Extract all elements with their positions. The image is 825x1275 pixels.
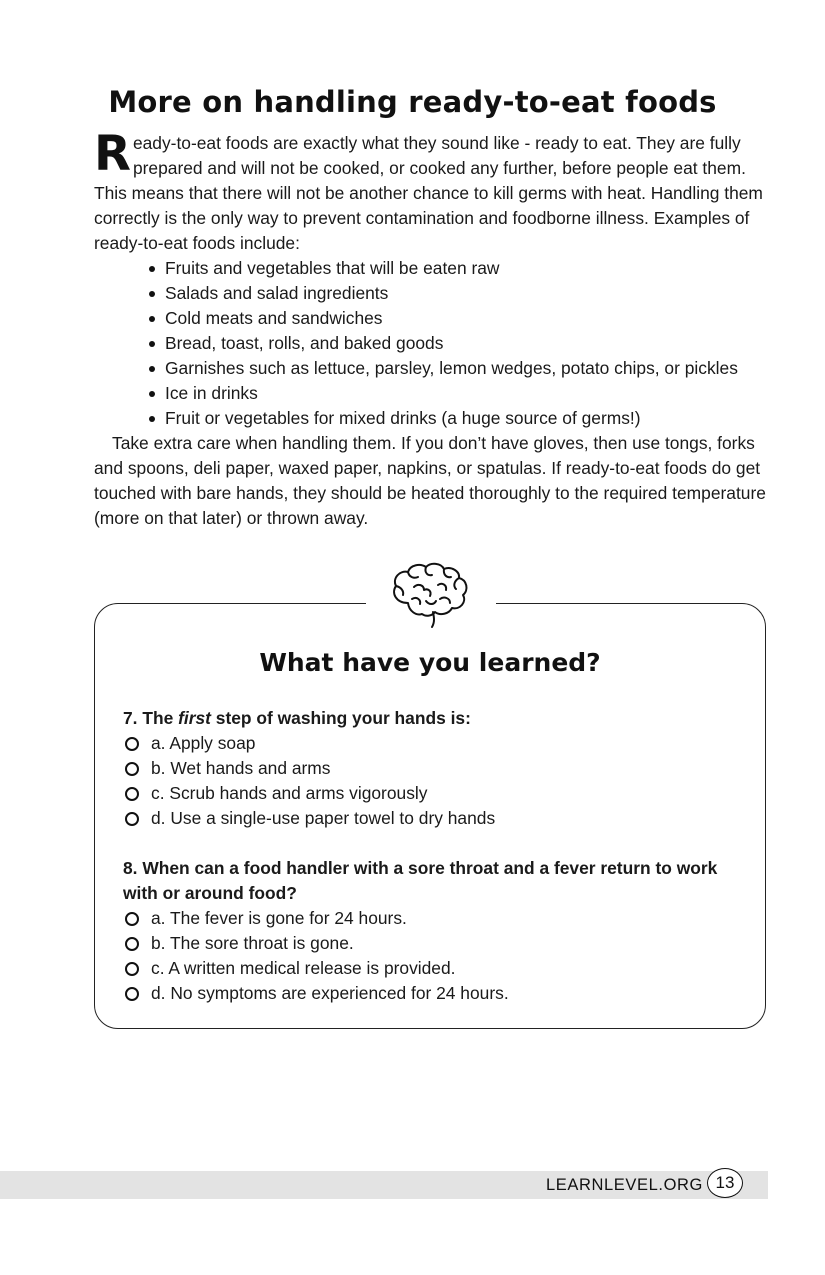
list-item: Fruit or vegetables for mixed drinks (a huge source of germs!) <box>146 406 770 431</box>
answer-option[interactable]: b. Wet hands and arms <box>123 756 743 781</box>
question-8 <box>123 856 743 1006</box>
answer-option[interactable]: a. Apply soap <box>123 731 743 756</box>
answer-option[interactable]: a. The fever is gone for 24 hours. <box>123 906 743 931</box>
list-item: Garnishes such as lettuce, parsley, lemon wedges, potato chips, or pickles <box>146 356 770 381</box>
question-8-options <box>123 906 743 1006</box>
radio-button[interactable] <box>125 762 139 776</box>
footer-site: LEARNLEVEL.ORG <box>546 1176 703 1194</box>
list-item: Ice in drinks <box>146 381 770 406</box>
radio-button[interactable] <box>125 812 139 826</box>
quiz-title: What have you learned? <box>259 648 601 677</box>
radio-button[interactable] <box>125 987 139 1001</box>
question-7-options <box>123 731 743 831</box>
list-item: Salads and salad ingredients <box>146 281 770 306</box>
radio-button[interactable] <box>125 937 139 951</box>
list-item: Cold meats and sandwiches <box>146 306 770 331</box>
question-8-text: 8. When can a food handler with a sore throat and a fever return to work with or around food? <box>123 858 718 903</box>
answer-option[interactable]: c. A written medical release is provided. <box>123 956 743 981</box>
page-title: More on handling ready-to-eat foods <box>108 85 717 120</box>
answer-option[interactable]: d. No symptoms are experienced for 24 hours. <box>123 981 743 1006</box>
radio-button[interactable] <box>125 787 139 801</box>
quiz-questions <box>123 706 743 1006</box>
followup-paragraph: Take extra care when handling them. If you don’t have gloves, then use tongs, forks and spoons, deli paper, waxed paper, napkins, or spatulas. If ready-to-eat foods do get touched with bare hands, they should be heated thoroughly to the required temperature (more on that later) or thrown away. <box>94 433 766 528</box>
answer-option[interactable]: d. Use a single-use paper towel to dry hands <box>123 806 743 831</box>
radio-button[interactable] <box>125 737 139 751</box>
question-7 <box>123 706 743 831</box>
radio-button[interactable] <box>125 912 139 926</box>
list-item: Fruits and vegetables that will be eaten raw <box>146 256 770 281</box>
page-number: 13 <box>707 1168 743 1198</box>
intro-text: eady-to-eat foods are exactly what they sound like - ready to eat. They are fully prepared and will not be cooked, or cooked any further, before people eat them. This means that there will not be another chance to kill germs with heat. Handling them correctly is the only way to prevent contamination and foodborne illness. Examples of ready-to-eat foods include: <box>94 133 763 253</box>
article-body <box>94 126 770 531</box>
radio-button[interactable] <box>125 962 139 976</box>
list-item: Bread, toast, rolls, and baked goods <box>146 331 770 356</box>
answer-option[interactable]: b. The sore throat is gone. <box>123 931 743 956</box>
drop-cap: R <box>94 126 131 182</box>
answer-option[interactable]: c. Scrub hands and arms vigorously <box>123 781 743 806</box>
question-7-text: 7. The first step of washing your hands is: <box>123 708 471 728</box>
brain-icon <box>388 561 472 631</box>
intro-paragraph <box>94 126 770 256</box>
ready-to-eat-examples-list <box>94 256 770 431</box>
